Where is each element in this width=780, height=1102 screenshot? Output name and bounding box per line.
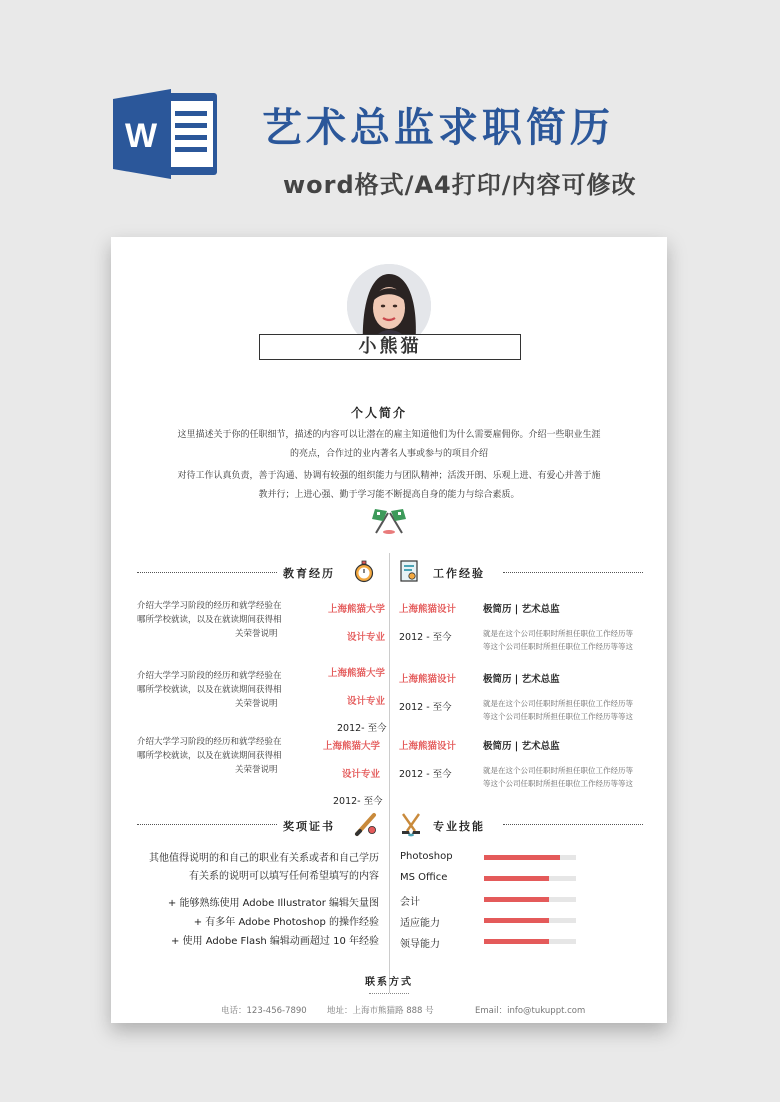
award-item: + 使用 Adobe Flash 编辑动画超过 10 年经验 bbox=[170, 936, 379, 947]
intro-line: 教并行；上进心强、勤于学习能不断提高自身的能力与综合素质。 bbox=[258, 490, 520, 500]
intro-title: 个人简介 bbox=[351, 406, 408, 420]
skills-divider bbox=[503, 824, 643, 825]
desc-line: 就是在这个公司任职时所担任职位工作经历等 bbox=[483, 699, 633, 708]
education-school: 上海熊猫大学 bbox=[328, 604, 386, 615]
work-company: 上海熊猫设计 bbox=[399, 741, 457, 752]
skill-bar-fill bbox=[484, 897, 549, 902]
education-desc-3 bbox=[137, 735, 287, 777]
work-desc bbox=[483, 697, 649, 723]
education-major: 设计专业 bbox=[342, 769, 381, 780]
poster-header bbox=[0, 0, 780, 225]
desc-line: 等这个公司任职时所担任职位工作经历等等这 bbox=[483, 642, 633, 651]
work-date: 2012 - 至今 bbox=[399, 702, 452, 713]
awards-list bbox=[133, 894, 379, 951]
resume-page bbox=[111, 237, 667, 1023]
word-icon bbox=[113, 85, 221, 183]
desc-line: 哪所学校就读，以及在就读期间获得相 bbox=[137, 685, 282, 695]
skill-label: Photoshop bbox=[400, 851, 453, 862]
work-role: 极简历 | 艺术总监 bbox=[483, 741, 560, 752]
contact-title: 联系方式 bbox=[365, 977, 413, 988]
education-title: 教育经历 bbox=[283, 567, 335, 580]
certificate-icon bbox=[398, 559, 422, 583]
contact-divider bbox=[369, 993, 409, 994]
intro-paragraph-1 bbox=[151, 426, 627, 464]
award-item: + 能够熟练使用 Adobe Illustrator 编辑矢量图 bbox=[167, 898, 379, 909]
skill-bar bbox=[484, 855, 576, 860]
skill-bar bbox=[484, 876, 576, 881]
education-school: 上海熊猫大学 bbox=[328, 668, 386, 679]
intro-line: 的亮点，合作过的业内著名人事或参与的项目介绍 bbox=[289, 449, 488, 459]
desc-line: 介绍大学学习阶段的经历和就学经验在 bbox=[137, 601, 282, 611]
skill-bar-fill bbox=[484, 939, 549, 944]
svg-text:W: W bbox=[124, 117, 158, 155]
intro-line: 这里描述关于你的任职细节，描述的内容可以让潜在的雇主知道他们为什么需要雇佣你。介绍一些职业生涯 bbox=[177, 430, 601, 440]
contact-phone: 电话：123-456-7890 bbox=[221, 1006, 307, 1016]
skill-bar-fill bbox=[484, 876, 549, 881]
contact-email: Email：info@tukuppt.com bbox=[475, 1006, 586, 1016]
skill-bar-fill bbox=[484, 855, 560, 860]
racing-flags-icon bbox=[370, 507, 408, 535]
baseball-icon bbox=[352, 811, 378, 837]
desc-line: 等这个公司任职时所担任职位工作经历等等这 bbox=[483, 712, 633, 721]
skill-bar bbox=[484, 897, 576, 902]
intro-line: 对待工作认真负责，善于沟通、协调有较强的组织能力与团队精神；活泼开朗、乐观上进、有爱心并善于施 bbox=[177, 471, 601, 481]
skill-bar bbox=[484, 918, 576, 923]
work-date: 2012 - 至今 bbox=[399, 632, 452, 643]
desc-line: 关荣誉说明 bbox=[235, 765, 278, 775]
skill-label: MS Office bbox=[400, 872, 448, 883]
desc-line: 就是在这个公司任职时所担任职位工作经历等 bbox=[483, 766, 633, 775]
skill-label: 会计 bbox=[400, 897, 420, 908]
stopwatch-icon bbox=[352, 559, 376, 583]
work-date: 2012 - 至今 bbox=[399, 769, 452, 780]
awards-title: 奖项证书 bbox=[283, 820, 335, 833]
education-divider bbox=[137, 572, 277, 573]
desc-line: 关荣誉说明 bbox=[235, 629, 278, 639]
awards-desc-line: 其他值得说明的和自己的职业有关系或者和自己学历 bbox=[149, 853, 379, 864]
education-date: 2012- 至今 bbox=[337, 723, 387, 734]
work-role: 极简历 | 艺术总监 bbox=[483, 604, 560, 615]
hockey-icon bbox=[398, 811, 424, 837]
skill-label: 领导能力 bbox=[400, 939, 440, 950]
work-desc bbox=[483, 764, 649, 790]
poster-title: 艺术总监求职简历 bbox=[262, 105, 614, 151]
skills-title: 专业技能 bbox=[433, 820, 485, 833]
awards-desc-line: 有关系的说明可以填写任何希望填写的内容 bbox=[189, 871, 379, 882]
desc-line: 介绍大学学习阶段的经历和就学经验在 bbox=[137, 671, 282, 681]
desc-line: 关荣誉说明 bbox=[235, 699, 278, 709]
education-desc-1 bbox=[137, 599, 287, 641]
center-divider bbox=[389, 553, 390, 993]
awards-desc bbox=[133, 850, 379, 886]
education-desc-2 bbox=[137, 669, 287, 711]
skill-label: 适应能力 bbox=[400, 918, 440, 929]
education-date: 2012- 至今 bbox=[333, 796, 383, 807]
work-company: 上海熊猫设计 bbox=[399, 604, 457, 615]
award-item: + 有多年 Adobe Photoshop 的操作经验 bbox=[193, 917, 379, 928]
desc-line: 哪所学校就读，以及在就读期间获得相 bbox=[137, 751, 282, 761]
desc-line: 等这个公司任职时所担任职位工作经历等等这 bbox=[483, 779, 633, 788]
skill-bar bbox=[484, 939, 576, 944]
education-major: 设计专业 bbox=[347, 696, 386, 707]
name-box: 小熊猫 bbox=[259, 334, 521, 360]
desc-line: 哪所学校就读，以及在就读期间获得相 bbox=[137, 615, 282, 625]
work-company: 上海熊猫设计 bbox=[399, 674, 457, 685]
skill-bar-fill bbox=[484, 918, 549, 923]
poster-subtitle: word格式/A4打印/内容可修改 bbox=[283, 171, 637, 199]
work-title: 工作经验 bbox=[433, 567, 485, 580]
desc-line: 介绍大学学习阶段的经历和就学经验在 bbox=[137, 737, 282, 747]
education-school: 上海熊猫大学 bbox=[323, 741, 381, 752]
intro-paragraph-2 bbox=[151, 467, 627, 505]
work-divider bbox=[503, 572, 643, 573]
education-major: 设计专业 bbox=[347, 632, 386, 643]
work-desc bbox=[483, 627, 649, 653]
desc-line: 就是在这个公司任职时所担任职位工作经历等 bbox=[483, 629, 633, 638]
contact-address: 地址：上海市熊猫路 888 号 bbox=[327, 1006, 434, 1016]
work-role: 极简历 | 艺术总监 bbox=[483, 674, 560, 685]
awards-divider bbox=[137, 824, 277, 825]
